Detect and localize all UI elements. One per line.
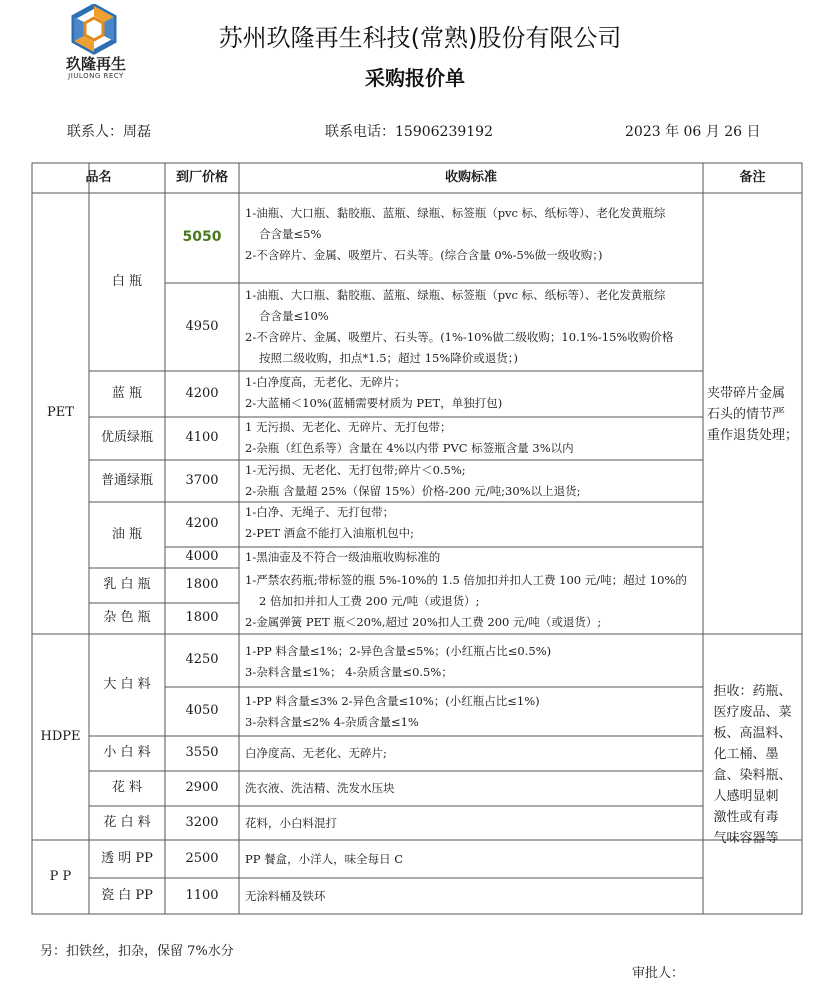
item-name: 蓝 瓶: [111, 385, 143, 401]
item-standard: [245, 567, 701, 636]
standard-line: 2-PET 酒盒不能打入油瓶机包中;: [245, 526, 415, 540]
item-price: 4200: [185, 516, 219, 532]
standard-line: 按照二级收购，扣点*1.5；超过 15%降价或退货；): [259, 351, 518, 365]
standard-line: 1-白净、无绳子、无打包带；: [245, 505, 395, 519]
standard-line: 2-杂瓶（红色系等）含量在 4%以内带 PVC 标签瓶含量 3%以内: [245, 441, 574, 455]
item-price: 4250: [185, 652, 219, 668]
item-standard: [245, 369, 701, 418]
group-hdpe: HDPE: [40, 728, 81, 744]
item-standard: [245, 457, 701, 504]
item-standard: [245, 499, 701, 548]
remark-line: 激性或有毒: [713, 810, 779, 825]
item-standard: 洗衣液、洗洁精、洗发水压块: [245, 781, 395, 796]
standard-line: 3-杂料含量≤2% 4-杂质含量≤1%: [245, 715, 419, 729]
item-price: 4100: [185, 430, 219, 446]
remark-line: 气味容器等: [713, 831, 779, 846]
item-price: 1800: [185, 577, 219, 593]
footer-note: 另：扣铁丝，扣杂，保留 7%水分: [40, 944, 234, 959]
item-name: 普通绿瓶: [100, 472, 153, 488]
standard-line: 2 倍加扣并扣人工费 200 元/吨（或退货）;: [259, 594, 480, 608]
item-price: 4950: [185, 318, 219, 334]
header-price: 到厂价格: [175, 169, 228, 185]
item-name: 小 白 料: [103, 745, 151, 761]
item-price: 4050: [185, 703, 219, 719]
item-name: 透 明 PP: [101, 850, 153, 866]
remark-line: 板、高温料、: [713, 726, 792, 741]
item-name: 乳 白 瓶: [103, 577, 151, 593]
item-name: 花 料: [111, 780, 143, 796]
item-name: 白 瓶: [111, 273, 143, 289]
remark-line: 石头的情节严: [706, 406, 785, 422]
remark-hdpe: [703, 670, 802, 860]
item-standard: [245, 200, 701, 283]
item-standard: [245, 282, 701, 373]
standard-line: 2-不含碎片、金属、吸塑片、石头等。(综合含量 0%-5%做一级收购；): [245, 248, 603, 262]
header-remark: 备注: [739, 169, 766, 185]
price-highlight: 5050: [182, 229, 222, 246]
remark-line: 夹带碎片金属: [706, 385, 785, 401]
remark-line: 盒、染料瓶、: [713, 768, 792, 783]
item-name: 花 白 料: [103, 814, 151, 830]
item-standard: PP 餐盒，小洋人，味全每日 C: [245, 851, 404, 866]
contact-person: 联系人：周磊: [67, 124, 151, 140]
standard-line: 1 无污损、无老化、无碎片、无打包带；: [245, 420, 452, 434]
item-name: 大 白 料: [103, 676, 151, 692]
item-standard: [245, 638, 701, 687]
group-pp: P P: [49, 868, 72, 884]
item-standard: [245, 688, 701, 737]
item-standard: [245, 414, 701, 461]
remark-line: 人感明显刺: [713, 789, 779, 804]
standard-line: 1-PP 料含量≤3% 2-异色含量≤10%；(小红瓶占比≤1%): [245, 694, 540, 708]
remark-line: 拒收：药瓶、: [713, 684, 792, 699]
standard-line: 1-油瓶、大口瓶、黏胶瓶、蓝瓶、绿瓶、标签瓶（pvc 标、纸标等）、老化发黄瓶综: [245, 288, 666, 302]
item-name: 油 瓶: [111, 526, 143, 542]
standard-line: 1-严禁农药瓶;带标签的瓶 5%-10%的 1.5 倍加扣并扣人工费 100 元/吨；超过 10%的: [245, 573, 687, 587]
item-name: 杂 色 瓶: [103, 610, 151, 626]
remark-line: 重作退货处理；: [706, 427, 798, 443]
contact-phone: 联系电话：15906239192: [325, 124, 493, 140]
item-standard: 1-黑油壶及不符合一级油瓶收购标准的: [245, 550, 441, 565]
standard-line: 合含量≤10%: [259, 309, 329, 323]
header-standard: 收购标准: [444, 169, 497, 185]
standard-line: 2-大蓝桶＜10%(蓝桶需要材质为 PET，单独打包): [245, 396, 503, 410]
item-price: [165, 193, 239, 283]
item-standard: 白净度高、无老化、无碎片;: [245, 746, 387, 761]
item-price: 3200: [185, 814, 219, 830]
standard-line: 2-不含碎片、金属、吸塑片、石头等。(1%-10%做二级收购；10.1%-15%收购价格: [245, 330, 674, 344]
standard-line: 1-无污损、无老化、无打包带;碎片＜0.5%;: [245, 463, 466, 477]
standard-line: 2-杂瓶 含量超 25%（保留 15%）价格-200 元/吨;30%以上退货;: [245, 484, 581, 498]
document-title: 采购报价单: [365, 66, 465, 90]
company-name: 苏州玖隆再生科技(常熟)股份有限公司: [218, 24, 622, 52]
standard-line: 3-杂料含量≤1%； 4-杂质含量≤0.5%；: [245, 665, 453, 679]
standard-line: 合含量≤5%: [259, 227, 322, 241]
item-price: 3700: [185, 472, 219, 488]
item-name: 瓷 白 PP: [101, 887, 153, 903]
item-price: 4200: [185, 385, 219, 401]
brand-name: 玖隆再生: [65, 55, 126, 73]
item-standard: 花料，小白料混打: [245, 815, 337, 830]
remark-pet: [703, 371, 802, 457]
standard-line: 1-PP 料含量≤1%；2-异色含量≤5%；(小红瓶占比≤0.5%): [245, 644, 552, 658]
item-name: 优质绿瓶: [100, 430, 153, 446]
item-price: 2500: [185, 850, 219, 866]
item-standard: 无涂料桶及铁环: [245, 888, 326, 903]
item-price: 1800: [185, 610, 219, 626]
remark-line: 化工桶、墨: [713, 747, 779, 762]
remark-line: 医疗废品、菜: [713, 705, 792, 720]
item-price: 4000: [185, 549, 219, 565]
standard-line: 1-油瓶、大口瓶、黏胶瓶、蓝瓶、绿瓶、标签瓶（pvc 标、纸标等）、老化发黄瓶综: [245, 206, 666, 220]
standard-line: 1-白净度高，无老化、无碎片；: [245, 375, 406, 389]
brand-name-en: JIULONG RECY: [68, 72, 124, 80]
header-name: 品名: [85, 169, 112, 185]
group-pet: PET: [47, 405, 74, 421]
quote-date: 2023 年 06 月 26 日: [625, 124, 761, 140]
item-price: 1100: [185, 887, 219, 903]
standard-line: 2-金属弹簧 PET 瓶＜20%,超过 20%扣人工费 200 元/吨（或退货）;: [245, 615, 602, 629]
item-price: 3550: [185, 745, 219, 761]
item-price: 2900: [185, 780, 219, 796]
approver-label: 审批人：: [632, 966, 685, 981]
